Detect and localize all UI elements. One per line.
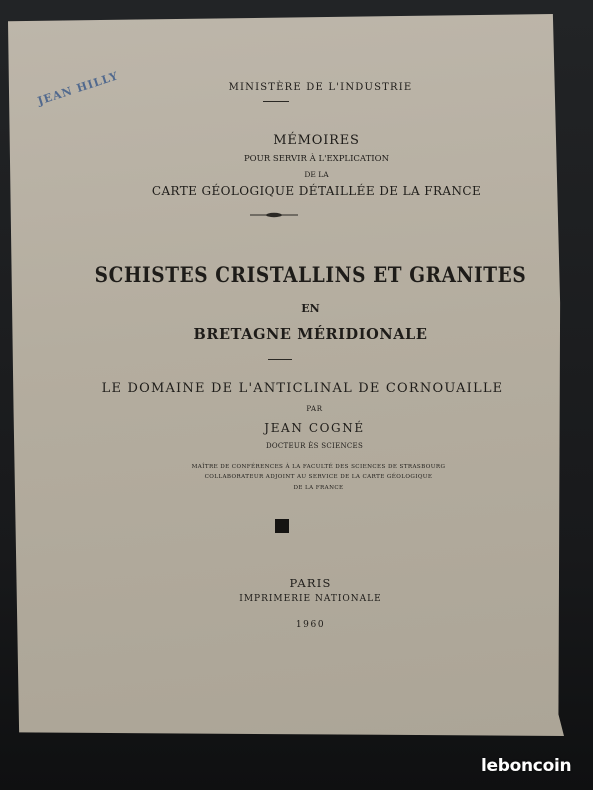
author-name: JEAN COGNÉ	[264, 421, 365, 435]
publication-year: 1960	[295, 620, 326, 630]
book-subtitle: LE DOMAINE DE L'ANTICLINAL DE CORNOUAILLE	[101, 381, 504, 396]
memoires-heading: MÉMOIRES	[273, 133, 360, 148]
book-region: BRETAGNE MÉRIDIONALE	[193, 326, 428, 343]
owner-stamp: JEAN HILLY	[36, 69, 121, 108]
by-label: PAR	[306, 405, 323, 413]
title-connector: EN	[301, 302, 320, 315]
publication-city: PARIS	[289, 576, 332, 590]
leboncoin-watermark: leboncoin	[481, 756, 572, 776]
author-affiliation-3: DE LA FRANCE	[293, 485, 344, 491]
rule-under-ministry	[263, 101, 289, 102]
author-affiliation-1: MAÎTRE DE CONFÉRENCES À LA FACULTÉ DES SCIENCES DE STRASBOURG	[191, 464, 446, 470]
series-line-2: DE LA	[304, 170, 329, 179]
rule-under-region	[268, 359, 292, 360]
ministry-heading: MINISTÈRE DE L'INDUSTRIE	[228, 82, 413, 93]
publisher-name: IMPRIMERIE NATIONALE	[239, 594, 382, 604]
author-degree: DOCTEUR ÈS SCIENCES	[265, 442, 364, 450]
ornament-divider	[250, 211, 298, 219]
book-title: SCHISTES CRISTALLINS ET GRANITES	[94, 263, 527, 288]
publisher-mark	[275, 519, 289, 533]
series-line-3: CARTE GÉOLOGIQUE DÉTAILLÉE DE LA FRANCE	[151, 184, 482, 198]
series-line-1: POUR SERVIR À L'EXPLICATION	[243, 154, 390, 164]
author-affiliation-2: COLLABORATEUR ADJOINT AU SERVICE DE LA CARTE GÉOLOGIQUE	[204, 474, 433, 480]
